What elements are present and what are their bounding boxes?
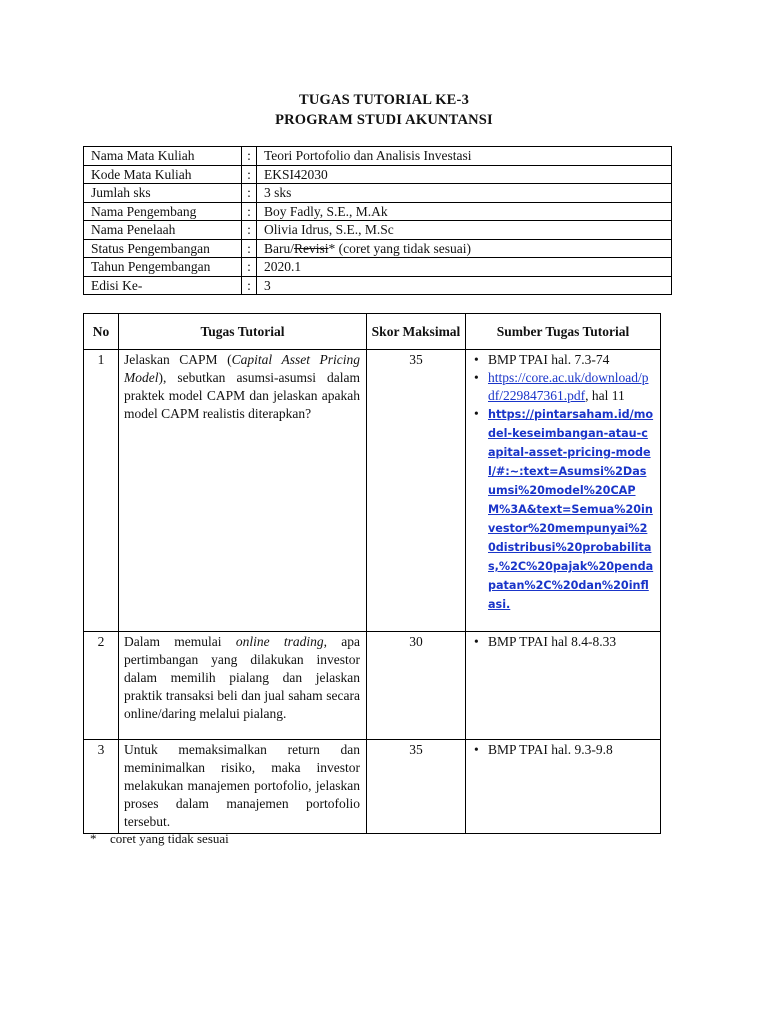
info-row [84,221,672,240]
source-list [474,633,654,651]
task-sources [466,350,661,632]
info-value: 3 [257,276,672,295]
footnote-asterisk: * [90,831,97,846]
header-source: Sumber Tugas Tutorial [466,314,661,350]
max-score: 35 [367,740,466,834]
task-sources [466,740,661,834]
info-separator: : [242,276,257,295]
task-text [119,350,367,632]
task-number: 3 [84,740,119,834]
task-number: 1 [84,350,119,632]
info-value [257,239,672,258]
bullet-icon: • [474,634,479,649]
source-text: BMP TPAI hal 8.4-8.33 [488,634,617,649]
footnote-text: coret yang tidak sesuai [110,831,229,846]
info-separator: : [242,221,257,240]
info-row [84,276,672,295]
info-value: Boy Fadly, S.E., M.Ak [257,202,672,221]
info-label: Nama Pengembang [84,202,242,221]
max-score: 30 [367,632,466,740]
source-text: BMP TPAI hal. 9.3-9.8 [488,742,613,757]
source-list [474,351,654,614]
course-info-table [83,146,672,295]
bullet-icon: • [474,742,479,757]
source-link[interactable]: https://pintarsaham.id/model-keseimbangan-atau-capital-asset-pricing-model/#:~:text=Asumsi%2Dasumsi%20model%20CAPM%3A&text=Semua%20investor%20mempunyai%20distribusi%20probabilitas,%2C%20pajak%20pendapatan%2C%20dan%20inflasi. [488,408,654,611]
info-label: Edisi Ke- [84,276,242,295]
info-row [84,165,672,184]
info-label: Kode Mata Kuliah [84,165,242,184]
source-item [474,741,654,759]
info-label: Nama Penelaah [84,221,242,240]
status-new: Baru/ [264,240,294,256]
task-text: Untuk memaksimalkan return dan meminimalkan risiko, maka investor melakukan manajemen portofolio, jelaskan proses dalam manajemen portofolio tersebut. [119,740,367,834]
source-link[interactable]: https://core.ac.uk/download/pdf/229847361.pdf [488,370,649,403]
task-number: 2 [84,632,119,740]
info-value: 2020.1 [257,258,672,277]
info-row [84,184,672,203]
task-text-part: Jelaskan CAPM ( [124,352,232,367]
document-title: TUGAS TUTORIAL KE-3 [298,92,470,108]
info-label: Tahun Pengembangan [84,258,242,277]
task-text-italic: Capital Asset Pricing Model [124,352,360,385]
info-value: Olivia Idrus, S.E., M.Sc [257,221,672,240]
info-label: Status Pengembangan [84,239,242,258]
info-separator: : [242,239,257,258]
task-text [119,632,367,740]
source-item [474,405,654,614]
max-score: 35 [367,350,466,632]
table-row [84,350,661,632]
task-text-part: ), sebutkan asumsi-asumsi dalam praktek model CAPM dan jelaskan apakah model CAPM realistis diterapkan? [124,370,360,421]
source-item [474,351,654,369]
info-label: Nama Mata Kuliah [84,147,242,166]
table-row [84,632,661,740]
info-separator: : [242,147,257,166]
table-row [84,740,661,834]
task-text-part: Dalam memulai [124,634,236,649]
info-label: Jumlah sks [84,184,242,203]
header-task: Tugas Tutorial [119,314,367,350]
source-list [474,741,654,759]
table-header-row [84,314,661,350]
info-row [84,258,672,277]
program-title: PROGRAM STUDI AKUNTANSI [275,112,493,128]
info-separator: : [242,165,257,184]
info-value: 3 sks [257,184,672,203]
status-note: * (coret yang tidak sesuai) [328,240,471,256]
task-sources [466,632,661,740]
info-value: EKSI42030 [257,165,672,184]
bullet-icon: • [474,370,479,385]
bullet-icon: • [474,352,479,367]
header-no: No [84,314,119,350]
info-row [84,202,672,221]
task-text-italic: online trading [235,634,324,649]
info-separator: : [242,184,257,203]
info-separator: : [242,202,257,221]
info-separator: : [242,258,257,277]
source-text: BMP TPAI hal. 7.3-74 [488,352,610,367]
source-item [474,633,654,651]
info-row [84,239,672,258]
status-revision-struck: Revisi [294,240,329,256]
header-score: Skor Maksimal [367,314,466,350]
task-text-part: , apa pertimbangan yang dilakukan investor dalam memilih pialang dan jelaskan praktik transaksi beli dan jual saham secara online/daring melalui pialang. [124,634,361,721]
source-item [474,369,654,405]
info-row [84,147,672,166]
tutorial-tasks-table [83,313,661,834]
bullet-icon: • [474,406,479,421]
source-link-suffix: , hal 11 [585,388,625,403]
footnote [90,831,229,847]
info-value: Teori Portofolio dan Analisis Investasi [257,147,672,166]
